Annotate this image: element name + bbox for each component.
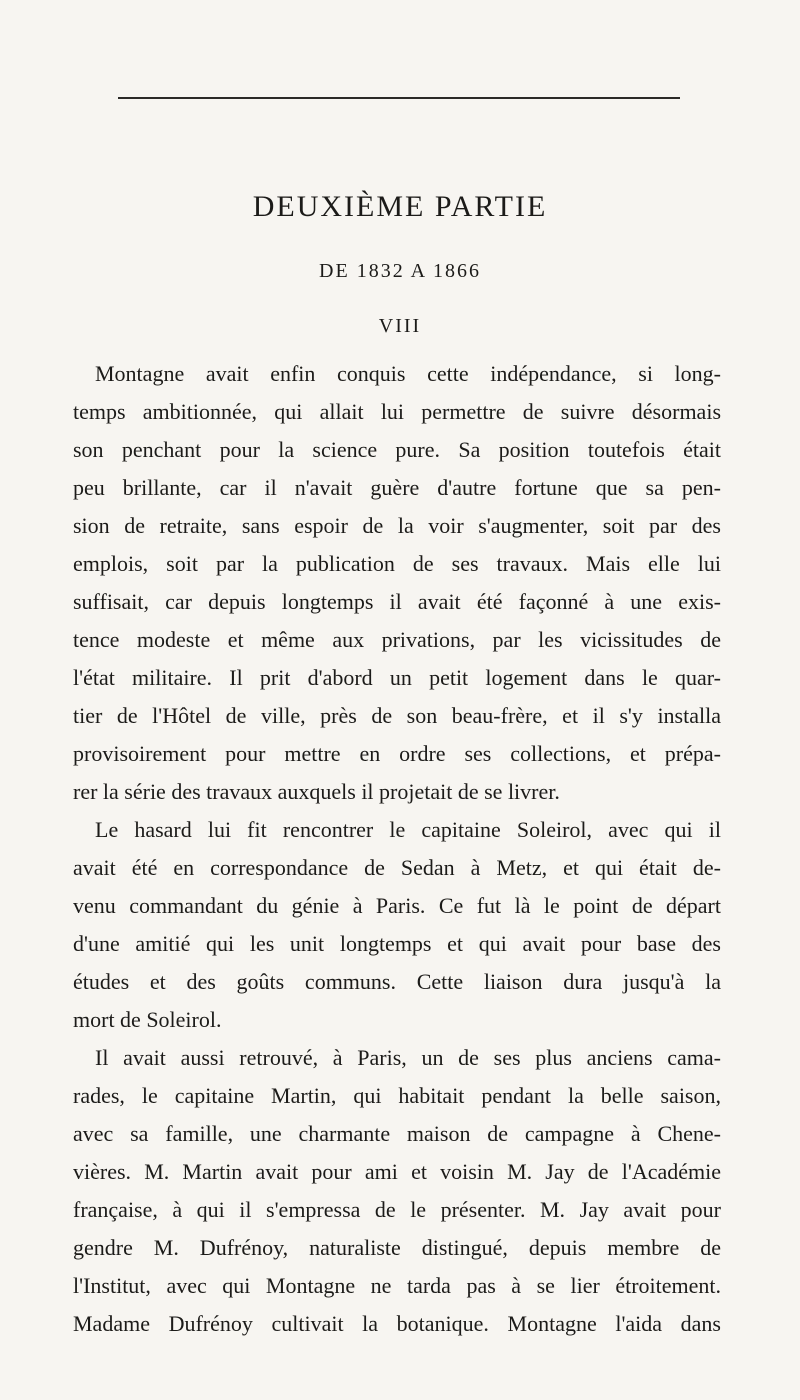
text-line: l'état militaire. Il prit d'abord un petit logement dans le quar- [73,665,721,690]
paragraph-3 [73,1039,721,1343]
text-line: provisoirement pour mettre en ordre ses collections, et prépa- [73,741,721,766]
text-line: Le hasard lui fit rencontrer le capitaine Soleirol, avec qui il [95,817,721,842]
text-line: d'une amitié qui les unit longtemps et qui avait pour base des [73,931,721,956]
text-line: Madame Dufrénoy cultivait la botanique. Montagne l'aida dans [73,1311,721,1336]
text-line: peu brillante, car il n'avait guère d'autre fortune que sa pen- [73,475,721,500]
text-line: rades, le capitaine Martin, qui habitait pendant la belle saison, [73,1083,721,1108]
text-line: l'Institut, avec qui Montagne ne tarda pas à se lier étroitement. [73,1273,721,1298]
text-line: son penchant pour la science pure. Sa position toutefois était [73,437,721,462]
top-rule [118,97,680,99]
text-line: rer la série des travaux auxquels il projetait de se livrer. [73,779,560,804]
text-line: tence modeste et même aux privations, par les vicissitudes de [73,627,721,652]
text-line: mort de Soleirol. [73,1007,222,1032]
text-line: gendre M. Dufrénoy, naturaliste distingué, depuis membre de [73,1235,721,1260]
text-line: tier de l'Hôtel de ville, près de son beau-frère, et il s'y installa [73,703,721,728]
body-text [73,355,721,1343]
text-line: Montagne avait enfin conquis cette indépendance, si long- [95,361,721,386]
text-line: études et des goûts communs. Cette liaison dura jusqu'à la [73,969,721,994]
text-line: suffisait, car depuis longtemps il avait été façonné à une exis- [73,589,721,614]
text-line: avait été en correspondance de Sedan à Metz, et qui était de- [73,855,721,880]
text-line: vières. M. Martin avait pour ami et voisin M. Jay de l'Académie [73,1159,721,1184]
text-line: emplois, soit par la publication de ses travaux. Mais elle lui [73,551,721,576]
text-line: sion de retraite, sans espoir de la voir s'augmenter, soit par des [73,513,721,538]
chapter-number: VIII [378,315,422,337]
paragraph-2 [73,811,721,1039]
text-line: française, à qui il s'empressa de le présenter. M. Jay avait pour [73,1197,721,1222]
text-line: avec sa famille, une charmante maison de campagne à Chene- [73,1121,721,1146]
paragraph-1 [73,355,721,811]
page-title: DEUXIÈME PARTIE [252,190,548,223]
text-line: venu commandant du génie à Paris. Ce fut là le point de départ [73,893,721,918]
page-subtitle: DE 1832 A 1866 [319,260,481,282]
text-line: temps ambitionnée, qui allait lui permettre de suivre désormais [73,399,721,424]
text-line: Il avait aussi retrouvé, à Paris, un de ses plus anciens cama- [95,1045,721,1070]
